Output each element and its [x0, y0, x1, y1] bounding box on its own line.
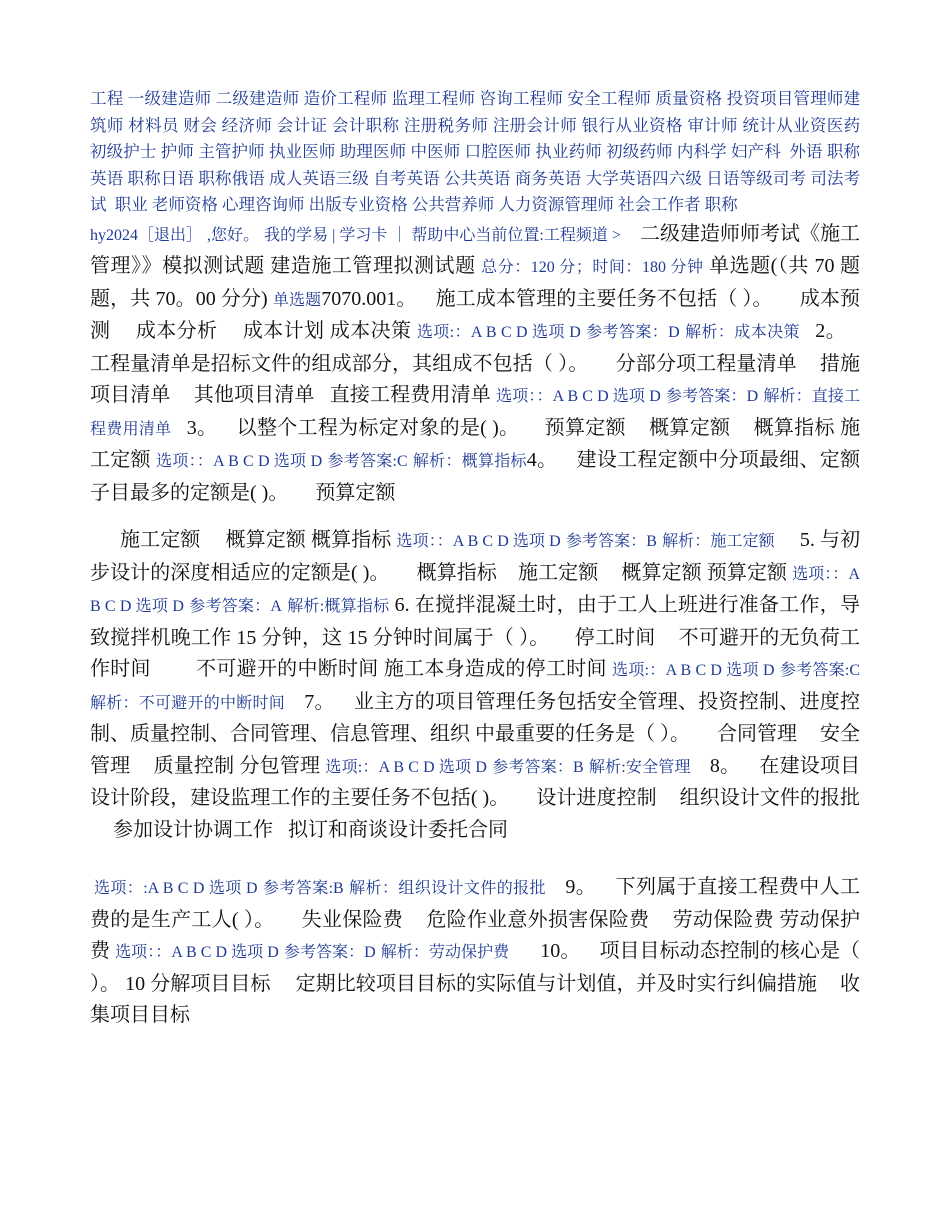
question-stem: 以整个工程为标定对象的是( )。 [236, 416, 520, 439]
option: 概算指标 [753, 416, 835, 439]
option: 定期比较项目目标的实际值与计划值，并及时实行纠偏措施 [295, 972, 817, 995]
nav-link[interactable]: 公共营养师 [411, 195, 495, 214]
analysis: 解析：劳动保护费 [380, 944, 510, 961]
exam-body [90, 219, 860, 510]
choices: 选项:：A B C D 选项 D [416, 324, 581, 341]
choices: 选项:：A B C D 选项 D [325, 758, 487, 776]
nav-link[interactable]: 银行从业资格 [581, 115, 683, 135]
option: 分部分项工程量清单 [615, 352, 797, 375]
nav-link[interactable]: 商务英语 [514, 168, 582, 188]
question-stem: 在搅拌混凝土时，由于工人上班进行准备工作，导致搅拌机晚工作 15 分钟，这 15 分钟时间属于（ ）。 [90, 594, 861, 649]
nav-link[interactable]: 自考英语 [373, 168, 440, 188]
section-link[interactable]: 单选题 [272, 291, 322, 309]
answer: 参考答案：D [586, 324, 680, 341]
nav-link[interactable]: 大学英语四六级 [585, 168, 703, 188]
option: 组织设计文件的报批 [679, 787, 861, 809]
analysis: 解析：成本决策 [685, 324, 800, 341]
answer: 参考答案：D [283, 944, 376, 961]
nav-link[interactable]: 职称 [704, 195, 738, 214]
option: 劳动保险费 [672, 908, 774, 931]
user-link[interactable]: hy2024［退出］ [90, 226, 203, 244]
nav-link[interactable]: 妇产科 [731, 142, 781, 161]
option: 其他项目清单 [193, 384, 315, 406]
option: 施工定额 [518, 561, 599, 584]
option: 成本计划 [242, 320, 325, 342]
option: 概算指标 [311, 529, 392, 551]
nav-link[interactable]: 职称日语 [127, 168, 195, 188]
nav-link[interactable]: 护师 [160, 142, 194, 161]
question-number: 4。 [526, 449, 558, 471]
nav-link[interactable]: 造价工程师 [303, 89, 388, 108]
analysis: 解析:安全管理 [588, 758, 691, 776]
answer: 参考答案：D [665, 388, 759, 405]
nav-link[interactable]: 投资项目管理师 [726, 89, 844, 108]
option: 合同管理 [717, 723, 797, 745]
nav-link[interactable]: 质量资格 [655, 89, 723, 108]
option: 设计进度控制 [536, 787, 657, 809]
nav-link[interactable]: 司考 [772, 168, 807, 188]
analysis: 解析：不可避开的中断时间 [90, 694, 285, 712]
option: 施工本身造成的停工时间 [383, 658, 607, 680]
option: 措施项目清单 [90, 352, 861, 406]
document-page [90, 86, 860, 1032]
option: 危险作业意外损害保险费 [426, 908, 650, 931]
exam-title: 二级建造师师考试《施工管理》》模拟测试题 建造施工管理拟测试题 [90, 222, 861, 277]
question-number: 8。 [709, 754, 741, 777]
question-number: 10。 [540, 940, 581, 962]
nav-link[interactable]: 二级建造师 [215, 89, 300, 108]
option: 参加设计协调工作 [113, 818, 273, 841]
answer: 参考答案：A [189, 598, 282, 615]
nav-link[interactable]: 经济师 [221, 115, 273, 135]
nav-link[interactable]: 助理医师 [339, 142, 407, 161]
breadcrumb[interactable]: 我的学易 | 学习卡 ｜ 帮助中心当前位置:工程频道 > [264, 226, 621, 244]
greeting: ,您好。 [207, 226, 260, 244]
nav-link[interactable]: 外语 [789, 142, 823, 161]
nav-link[interactable]: 一级建造师 [127, 89, 212, 108]
question-number: 2。 [815, 320, 847, 342]
nav-link[interactable]: 日语等级 [706, 168, 773, 188]
nav-link[interactable]: 出版专业资格 [308, 195, 408, 214]
nav-link[interactable]: 材料员 [128, 115, 179, 135]
analysis: 解析：组织设计文件的报批 [349, 880, 546, 897]
option: 停工时间 [574, 626, 656, 649]
question-number: 7。 [304, 690, 335, 713]
section-code: 7070.001。 [321, 287, 417, 310]
option: 施工定额 [120, 529, 201, 551]
nav-link[interactable]: 审计师 [687, 115, 738, 135]
choices: 选项:：A B C D 选项 D [612, 662, 775, 679]
section-title: 单选题(（共 70 题题，共 70。00 分分) [90, 255, 860, 310]
nav-link[interactable]: 监理工程师 [391, 89, 476, 108]
nav-link[interactable]: 注册会计师 [492, 115, 578, 135]
nav-link[interactable]: 人力资源管理师 [498, 195, 614, 214]
nav-link[interactable]: 建筑师 [90, 89, 861, 135]
nav-link[interactable]: 职称英语 [90, 142, 860, 188]
question-number: 3。 [186, 416, 218, 439]
question-stem: 工程量清单是招标文件的组成部分，其组成不包括（ ）。 [90, 352, 589, 375]
choices: 选项：：A B C D 选项 D [496, 388, 661, 405]
channel-nav [90, 86, 860, 219]
nav-link[interactable]: 初级护士 [90, 142, 157, 161]
nav-link[interactable]: 会计职称 [331, 115, 400, 135]
analysis: 解析：施工定额 [662, 533, 775, 550]
answer: 参考答案:C [327, 453, 408, 470]
question-stem: 建设工程定额中分项最细、定额子目最多的定额是( )。 [90, 449, 861, 504]
option: 拟订和商谈设计委托合同 [288, 818, 508, 841]
choices: 选项：：A B C D 选项 D [90, 565, 861, 615]
nav-link[interactable]: 统计从业资医药 [742, 115, 861, 135]
question-stem: 业主方的项目管理任务包括安全管理、投资控制、进度控制、质量控制、合同管理、信息管理、组织 中最重要的任务是（ ）。 [90, 690, 860, 745]
question-stem: 与初步设计的深度相适应的定额是( )。 [90, 529, 861, 584]
exam-body-continued-2 [90, 872, 860, 1032]
option: 预算定额 [706, 561, 788, 584]
nav-link[interactable]: 中医师 [410, 142, 461, 161]
nav-link[interactable]: 主管护师 [198, 142, 265, 161]
nav-link[interactable]: 职称俄语 [198, 168, 265, 188]
question-number: 9。 [565, 876, 597, 898]
option: 概算定额 [225, 529, 306, 551]
option: 10 分解项目目标 [125, 972, 271, 995]
nav-link[interactable]: 社会工作者 [618, 195, 701, 214]
nav-link[interactable]: 老师资格 [151, 195, 218, 214]
choices: 选项：：A B C D 选项 D [396, 533, 561, 550]
option: 成本预测 [90, 287, 861, 342]
answer: 参考答案：B [492, 758, 584, 776]
answer: 参考答案：B [565, 533, 657, 550]
question-stem: 在建设项目设计阶段，建设监理工作的主要任务不包括( )。 [90, 754, 861, 809]
exam-body-continued [90, 525, 860, 846]
nav-link[interactable]: 注册税务师 [403, 115, 489, 135]
option: 不可避开的无负荷工作时间 [90, 626, 861, 680]
option: 不可避开的中断时间 [196, 658, 379, 680]
option: 概算定额 [621, 561, 702, 584]
option: 失业保险费 [301, 908, 404, 931]
analysis: 解析:概算指标 [287, 598, 390, 615]
analysis: 解析：概算指标 [412, 453, 527, 470]
nav-link[interactable]: 咨询工程师 [479, 89, 564, 108]
option: 成本决策 [329, 320, 412, 342]
nav-link[interactable]: 公共英语 [443, 168, 511, 188]
nav-link[interactable]: 执业医师 [269, 142, 336, 161]
nav-link[interactable]: 心理咨询师 [222, 195, 305, 214]
nav-link[interactable]: 职业 [114, 195, 148, 214]
option: 预算定额 [315, 481, 396, 504]
question-stem: 下列属于直接工程费中人工费的是生产工人( ）。 [90, 876, 861, 931]
nav-link[interactable]: 内科学 [676, 142, 727, 161]
choices: 选项：：A B C D 选项 D [156, 453, 323, 470]
question-stem: 施工成本管理的主要任务不包括（ ）。 [435, 287, 773, 310]
nav-link[interactable]: 财会 [183, 115, 218, 135]
nav-link[interactable]: 会计证 [276, 115, 328, 135]
option: 概算定额 [649, 416, 731, 439]
choices: 选项：:A B C D 选项 D [94, 880, 258, 897]
answer: 参考答案:C [779, 662, 861, 679]
option: 成本分析 [135, 320, 218, 342]
option: 劳动保护费 [90, 908, 861, 962]
nav-link[interactable]: 成人英语三级 [269, 168, 369, 188]
question-stem: 项目目标动态控制的核心是（ ）。 [90, 940, 861, 995]
nav-link[interactable]: 口腔医师 [464, 142, 532, 161]
option: 收集项目目标 [90, 972, 861, 1026]
nav-link[interactable]: 工程 [90, 89, 124, 108]
option: 质量控制 [153, 754, 235, 777]
analysis: 解析：直接工程费用清单 [90, 388, 861, 438]
option: 分包管理 [239, 754, 321, 777]
nav-link[interactable]: 安全工程师 [567, 89, 652, 108]
choices: 选项：：A B C D 选项 D [115, 944, 279, 961]
nav-link[interactable]: 初级药师 [606, 142, 673, 161]
question-number: 5. [799, 529, 815, 551]
option: 安全管理 [90, 723, 860, 777]
option: 直接工程费用清单 [329, 384, 491, 406]
option: 概算指标 [416, 561, 497, 584]
answer: 参考答案:B [263, 880, 344, 897]
nav-link[interactable]: 执业药师 [535, 142, 602, 161]
exam-meta: 总分：120 分；时间：180 分钟 [481, 259, 704, 276]
option: 施工定额 [90, 416, 861, 471]
option: 预算定额 [544, 416, 626, 439]
question-number: 6. [394, 594, 410, 616]
nav-link[interactable]: 司法考试 [90, 168, 861, 214]
